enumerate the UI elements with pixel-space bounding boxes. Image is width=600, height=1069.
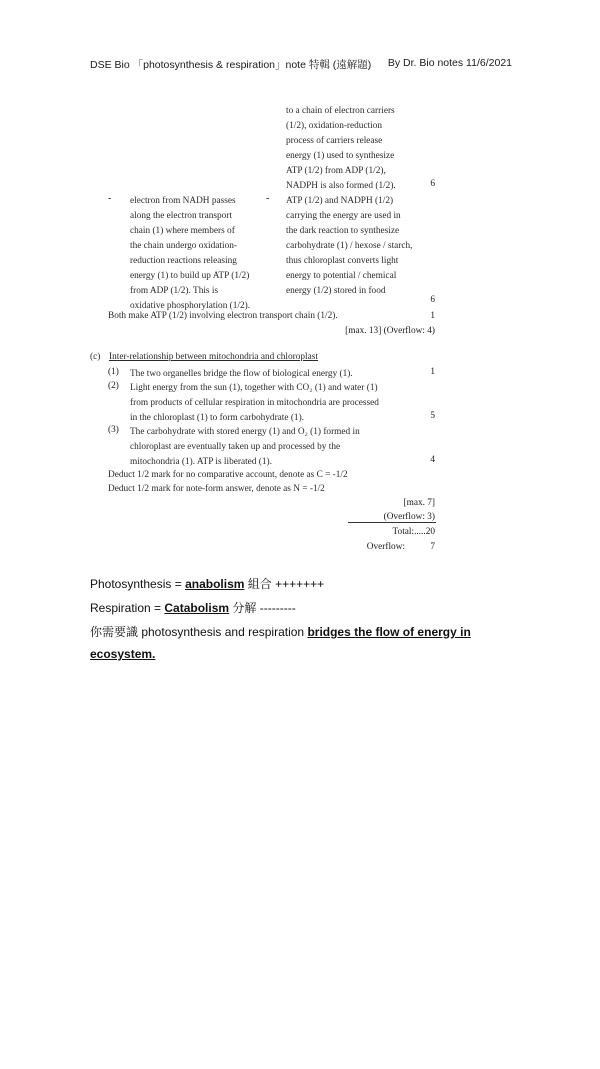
text-line: from ADP (1/2). This is	[130, 286, 219, 296]
note-text: Photosynthesis =	[90, 577, 186, 591]
text-line: (1/2), oxidation-reduction	[286, 121, 383, 131]
overflow-label: Overflow:	[366, 542, 405, 552]
text-line: reduction reactions releasing	[130, 256, 237, 266]
item-text	[130, 381, 379, 426]
note-bridges	[90, 623, 471, 640]
right-column-top	[286, 104, 413, 299]
note-text: 組合 +++++++	[244, 577, 325, 591]
text-line: electron from NADH passes	[130, 196, 236, 206]
deduct-line: Deduct 1/2 mark for no comparative account, denote as C = -1/2	[108, 470, 348, 480]
text-line: ATP (1/2) from ADP (1/2),	[286, 166, 386, 176]
text-line: carrying the energy are used in	[286, 211, 401, 221]
text-line: thus chloroplast converts light	[286, 256, 399, 266]
text-line: energy (1/2) stored in food	[286, 286, 386, 296]
note-ecosystem	[90, 647, 155, 661]
text-line: mitochondria (1). ATP is liberated (1).	[130, 457, 272, 467]
mark-score: 4	[430, 455, 435, 465]
mark-score: 6	[430, 295, 435, 305]
note-keyword: ecosystem.	[90, 647, 156, 661]
divider	[348, 522, 436, 523]
note-text: 分解 ---------	[229, 601, 296, 615]
overflow-value: 7	[430, 542, 435, 552]
text-line: in the chloroplast (1) to form carbohydrate (1).	[130, 413, 304, 423]
note-text: 你需要識 photosynthesis and respiration	[90, 625, 308, 639]
left-column	[130, 194, 250, 314]
note-keyword: Catabolism	[164, 601, 230, 615]
item-number: (1)	[108, 367, 119, 377]
text-line: energy to potential / chemical	[286, 271, 397, 281]
mark-score: 6	[430, 179, 435, 189]
overflow-3: (Overflow: 3)	[383, 512, 435, 522]
text-line: energy (1) used to synthesize	[286, 151, 395, 161]
text-line: chloroplast are eventually taken up and processed by the	[130, 442, 341, 452]
header-author-date: By Dr. Bio notes 11/6/2021	[387, 57, 512, 69]
max-7: [max. 7]	[403, 498, 435, 508]
item-number: (3)	[108, 425, 119, 435]
max-overflow-line: [max. 13] (Overflow: 4)	[345, 326, 435, 336]
text-line: NADPH is also formed (1/2).	[286, 181, 396, 191]
page-header	[0, 53, 600, 73]
text-line: The two organelles bridge the flow of biological energy (1).	[130, 369, 353, 379]
bullet-dash: -	[266, 193, 270, 204]
text-line: ATP (1/2) and NADPH (1/2)	[286, 196, 394, 206]
both-make-atp-line: Both make ATP (1/2) involving electron transport chain (1/2).	[108, 311, 338, 321]
text-line: chain (1) where members of	[130, 226, 235, 236]
text-line: process of carriers release	[286, 136, 383, 146]
text-line: Light energy from the sun (1), together with CO₂ (1) and water (1)	[130, 383, 378, 393]
note-photosynthesis	[90, 575, 324, 592]
note-respiration	[90, 599, 296, 616]
header-title: DSE Bio 「photosynthesis & respiration」note 特輯 (遠解題)	[90, 59, 372, 71]
total-line: Total:.....20	[392, 527, 435, 537]
text-line: the chain undergo oxidation-	[130, 241, 237, 251]
section-label: (c)	[90, 352, 101, 362]
note-keyword: bridges the flow of energy in	[307, 625, 471, 639]
text-line: energy (1) to build up ATP (1/2)	[130, 271, 250, 281]
item-text	[130, 425, 360, 470]
mark-score: 1	[430, 367, 435, 377]
text-line: The carbohydrate with stored energy (1) and O₂ (1) formed in	[130, 427, 360, 437]
text-line: the dark reaction to synthesize	[286, 226, 400, 236]
mark-score: 1	[430, 311, 435, 321]
text-line: oxidative phosphorylation (1/2).	[130, 301, 251, 311]
text-line: carbohydrate (1) / hexose / starch,	[286, 241, 413, 251]
note-text: Respiration =	[90, 601, 165, 615]
mark-score: 5	[430, 411, 435, 421]
text-line: from products of cellular respiration in mitochondria are processed	[130, 398, 379, 408]
bullet-dash: -	[108, 193, 112, 204]
text-line: to a chain of electron carriers	[286, 106, 395, 116]
item-number: (2)	[108, 381, 119, 391]
deduct-line: Deduct 1/2 mark for note-form answer, denote as N = -1/2	[108, 484, 325, 494]
item-text	[130, 367, 353, 382]
section-title: Inter-relationship between mitochondria and chloroplast	[109, 352, 318, 362]
text-line: along the electron transport	[130, 211, 232, 221]
note-keyword: anabolism	[185, 577, 245, 591]
